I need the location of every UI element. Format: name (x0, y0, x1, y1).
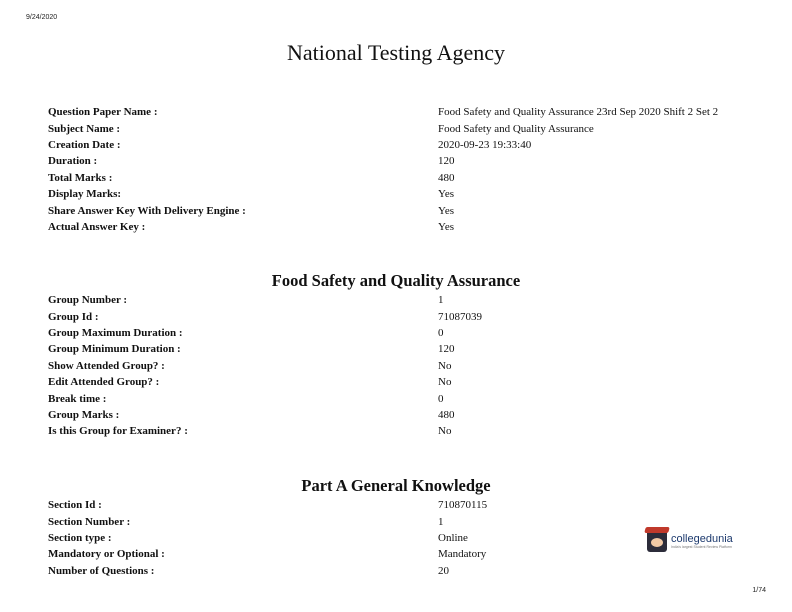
info-row (48, 563, 768, 579)
info-label: Actual Answer Key : (48, 220, 146, 233)
info-row (48, 358, 768, 374)
info-row (48, 186, 768, 202)
info-value: Yes (438, 204, 455, 217)
info-row (48, 137, 768, 153)
info-row (48, 407, 768, 423)
info-label: Section Id : (48, 499, 102, 512)
info-label: Show Attended Group? : (48, 359, 165, 372)
graduate-mascot-icon (647, 530, 667, 552)
info-label: Section type : (48, 531, 112, 544)
info-row (48, 308, 768, 324)
print-date: 9/24/2020 (26, 14, 58, 21)
info-row (48, 170, 768, 186)
watermark-brand: collegedunia (671, 533, 733, 545)
page-title: National Testing Agency (286, 40, 505, 65)
info-label: Group Marks : (48, 408, 120, 421)
part-heading: Part A General Knowledge (301, 476, 491, 495)
info-row (48, 497, 768, 513)
info-row (48, 219, 768, 235)
info-row (48, 390, 768, 406)
info-row (48, 292, 768, 308)
info-value: 120 (438, 155, 455, 168)
info-value: 0 (438, 326, 444, 339)
info-value: No (438, 359, 452, 372)
info-row (48, 374, 768, 390)
watermark-tagline: India's largest Student Review Platform (671, 545, 732, 549)
info-label: Share Answer Key With Delivery Engine : (48, 204, 246, 217)
info-label: Group Minimum Duration : (48, 343, 181, 356)
paper-info-table (48, 104, 768, 235)
info-row (48, 341, 768, 357)
info-value: 480 (438, 171, 455, 184)
info-label: Section Number : (48, 515, 131, 528)
info-row (48, 104, 768, 120)
info-row (48, 120, 768, 136)
info-value: 2020-09-23 19:33:40 (438, 138, 532, 151)
group-info-table (48, 292, 768, 440)
info-value: Online (438, 531, 468, 544)
info-value: Mandatory (438, 548, 487, 561)
info-value: Yes (438, 188, 455, 201)
info-label: Display Marks: (48, 188, 122, 201)
info-value: 1 (438, 515, 444, 528)
info-value: 1 (438, 294, 444, 307)
info-label: Group Maximum Duration : (48, 326, 183, 339)
info-value: No (438, 376, 452, 389)
info-label: Total Marks : (48, 171, 113, 184)
info-value: 71087039 (438, 310, 482, 323)
info-value: Food Safety and Quality Assurance 23rd Sep 2020 Shift 2 Set 2 (438, 106, 719, 119)
info-label: Question Paper Name : (48, 106, 158, 119)
collegedunia-watermark (647, 530, 733, 552)
info-label: Break time : (48, 392, 107, 405)
info-label: Is this Group for Examiner? : (48, 425, 188, 438)
group-heading: Food Safety and Quality Assurance (271, 271, 521, 290)
info-value: 20 (438, 564, 449, 577)
info-value: 120 (438, 343, 455, 356)
info-label: Creation Date : (48, 138, 121, 151)
info-value: 480 (438, 408, 455, 421)
info-row (48, 153, 768, 169)
info-value: 0 (438, 392, 444, 405)
info-row (48, 325, 768, 341)
page-number: 1/74 (752, 587, 766, 594)
info-label: Edit Attended Group? : (48, 376, 160, 389)
info-label: Number of Questions : (48, 564, 155, 577)
info-row (48, 423, 768, 439)
info-value: Food Safety and Quality Assurance (438, 122, 594, 135)
info-label: Mandatory or Optional : (48, 548, 165, 561)
info-value: 710870115 (438, 499, 488, 512)
info-value: Yes (438, 220, 455, 233)
info-value: No (438, 425, 452, 438)
info-row (48, 202, 768, 218)
info-label: Subject Name : (48, 122, 121, 135)
info-label: Group Id : (48, 310, 99, 323)
info-label: Duration : (48, 155, 98, 168)
info-label: Group Number : (48, 294, 128, 307)
